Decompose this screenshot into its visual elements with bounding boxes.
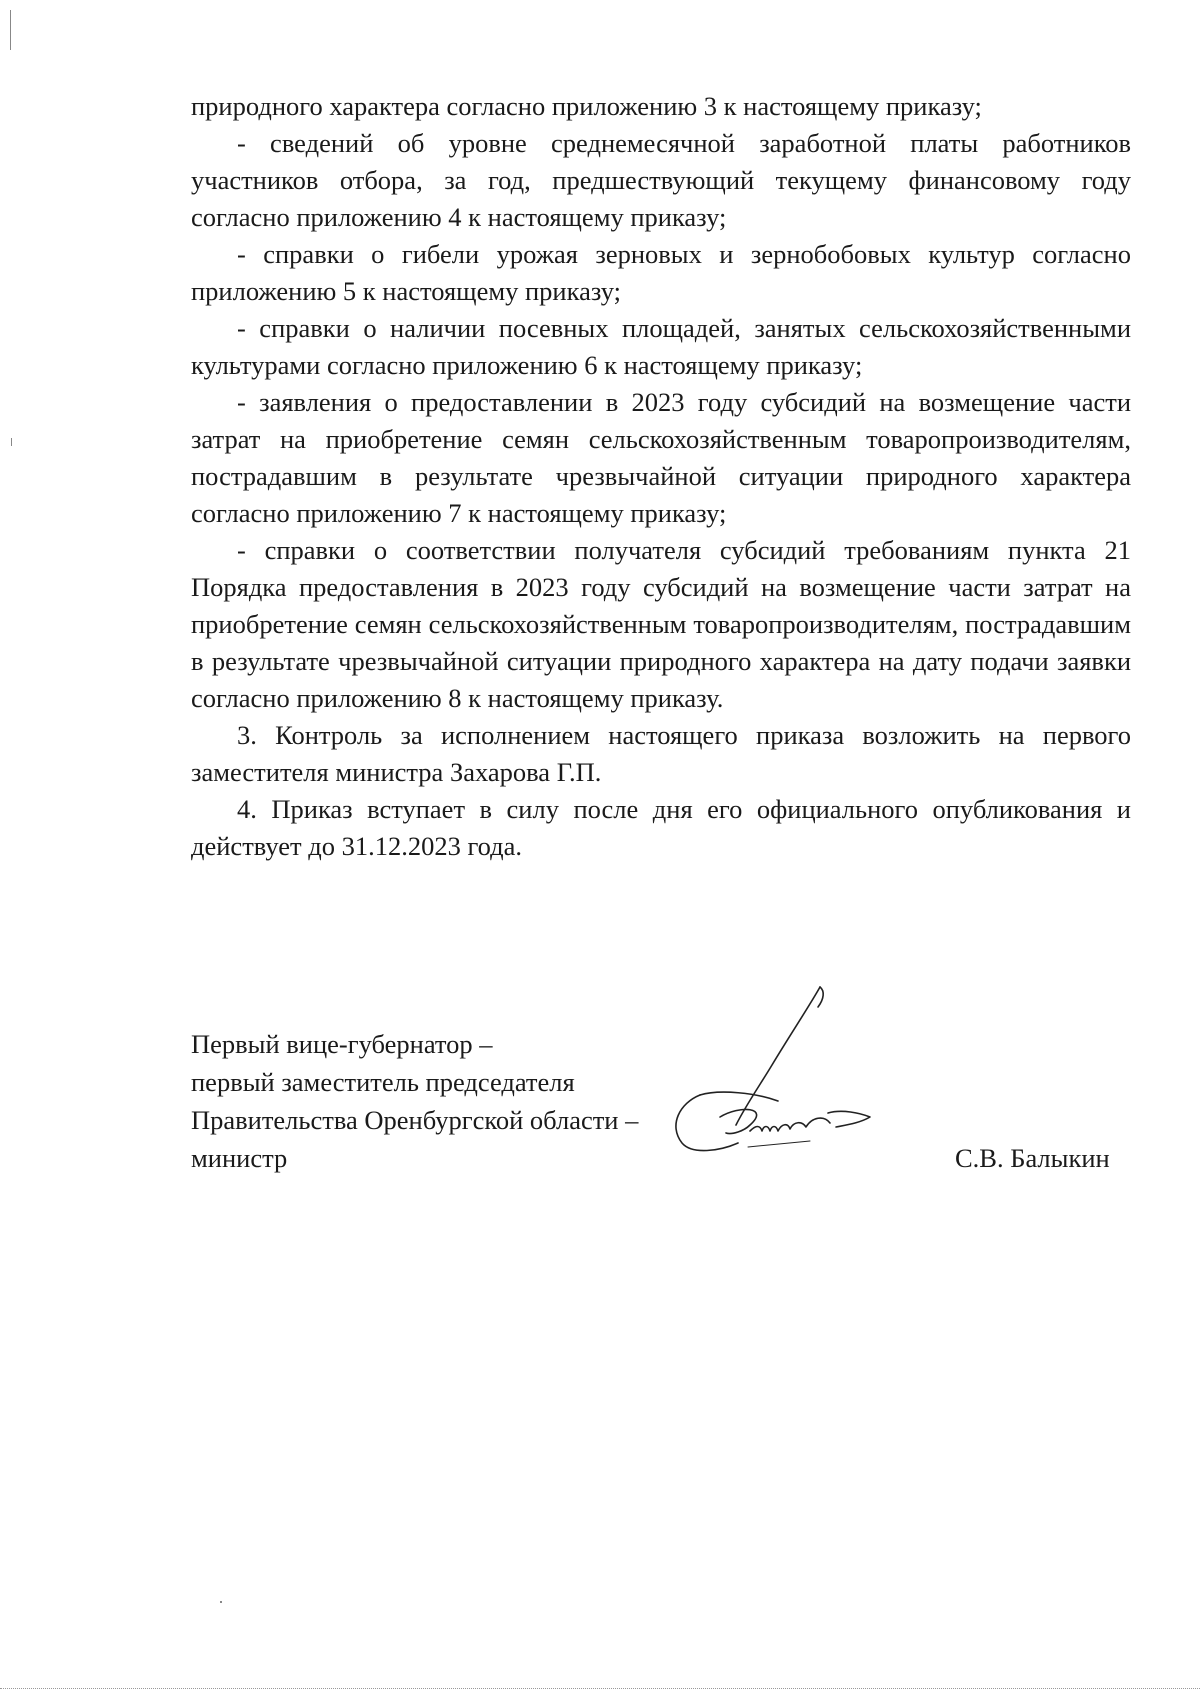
signatory-title-line: министр xyxy=(191,1143,288,1173)
signatory-title-line: первый заместитель председателя xyxy=(191,1067,575,1097)
page-bottom-edge xyxy=(0,1688,1200,1690)
paragraph: - справки о наличии посевных площадей, занятых сельскохозяйственными культурами согласно приложению 6 к настоящему приказу; xyxy=(191,313,1131,380)
signatory-title-line: Первый вице-губернатор – xyxy=(191,1029,493,1059)
scan-artifact xyxy=(220,1601,222,1603)
signatory-name: С.В. Балыкин xyxy=(955,1143,1110,1173)
paragraph: природного характера согласно приложению 3 к настоящему приказу; xyxy=(191,91,982,121)
paragraph: - заявления о предоставлении в 2023 году субсидий на возмещение части затрат на приобретение семян сельскохозяйственным товаропроизводителям, пострадавшим в результате чрезвычайной ситуации природного характера согласно приложению 7 к настоящему приказу; xyxy=(191,387,1131,528)
signatory-title-line: Правительства Оренбургской области – xyxy=(191,1105,639,1135)
signatory-title xyxy=(191,1025,638,1177)
handwritten-signature xyxy=(660,985,900,1165)
paragraph: 4. Приказ вступает в силу после дня его официального опубликования и действует до 31.12.2023 года. xyxy=(191,794,1131,861)
paragraph: - сведений об уровне среднемесячной заработной платы работников участников отбора, за год, предшествующий текущему финансовому году согласно приложению 4 к настоящему приказу; xyxy=(191,128,1131,232)
paragraph: - справки о гибели урожая зерновых и зернобобовых культур согласно приложению 5 к настоящему приказу; xyxy=(191,239,1131,306)
scan-artifact xyxy=(10,10,11,50)
scan-artifact xyxy=(11,438,12,446)
body-text xyxy=(191,88,1131,865)
paragraph: 3. Контроль за исполнением настоящего приказа возложить на первого заместителя министра Захарова Г.П. xyxy=(191,720,1131,787)
paragraph: - справки о соответствии получателя субсидий требованиям пункта 21 Порядка предоставления в 2023 году субсидий на возмещение части затрат на приобретение семян сельскохозяйственным товаропроизводителям, пострадавшим в результате чрезвычайной ситуации природного характера на дату подачи заявки согласно приложению 8 к настоящему приказу. xyxy=(191,535,1131,713)
